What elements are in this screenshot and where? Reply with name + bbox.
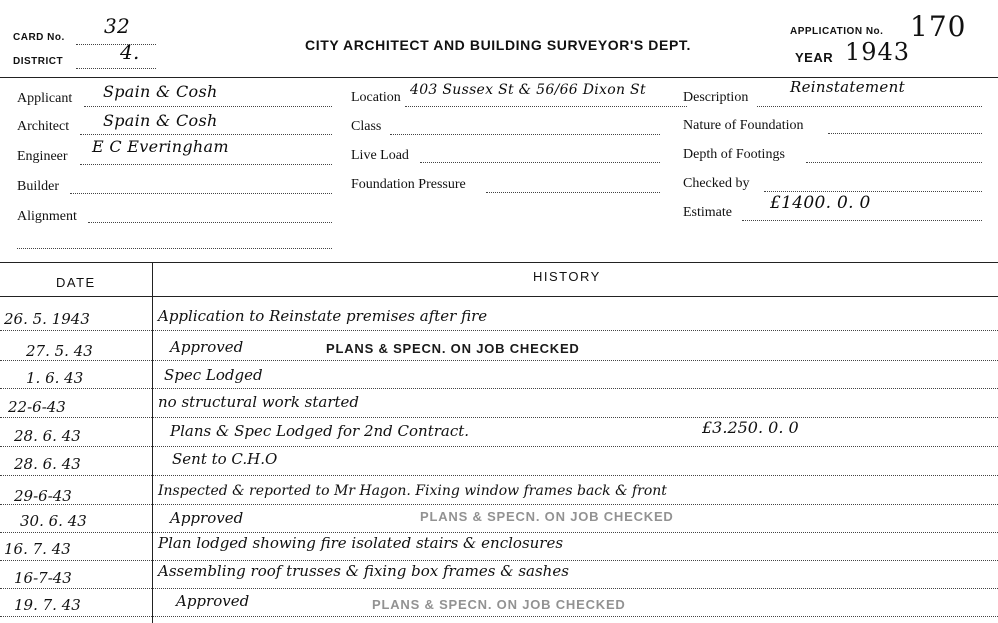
application-value: 170 <box>910 10 967 43</box>
history-row-date: 29-6-43 <box>14 487 72 505</box>
checked-by-line <box>764 191 982 192</box>
application-label: APPLICATION No. <box>790 26 884 37</box>
history-row-date: 22-6-43 <box>8 398 66 416</box>
foundation-pressure-label: Foundation Pressure <box>351 177 466 192</box>
history-row-entry: Approved <box>170 338 244 356</box>
history-row-entry: Sent to C.H.O <box>172 450 278 468</box>
history-row-entry: Plan lodged showing fire isolated stairs & enclosures <box>158 534 564 552</box>
history-column-header: HISTORY <box>533 269 601 284</box>
history-row-entry: Approved <box>170 509 244 527</box>
class-line <box>390 134 660 135</box>
location-line <box>405 106 687 107</box>
alignment-label: Alignment <box>17 209 77 224</box>
description-line <box>757 106 982 107</box>
builder-line <box>70 193 332 194</box>
history-row-date: 27. 5. 43 <box>26 342 93 360</box>
row-rule <box>0 532 998 533</box>
estimate-value: £1400. 0. 0 <box>770 193 871 213</box>
history-row-entry: Plans & Spec Lodged for 2nd Contract. <box>170 422 470 440</box>
architect-label: Architect <box>17 119 70 134</box>
plans-checked-stamp-faded: PLANS & SPECN. ON JOB CHECKED <box>420 509 674 524</box>
date-column-header: DATE <box>56 275 96 290</box>
row-rule <box>0 330 998 331</box>
history-header-divider <box>0 296 998 297</box>
description-value: Reinstatement <box>790 78 905 96</box>
plans-checked-stamp: PLANS & SPECN. ON JOB CHECKED <box>326 341 580 356</box>
history-row-entry: Inspected & reported to Mr Hagon. Fixing window frames back & front <box>158 483 667 499</box>
alignment-line <box>88 222 332 223</box>
estimate-label: Estimate <box>683 205 732 220</box>
depth-footings-label: Depth of Footings <box>683 147 785 162</box>
history-row-date: 19. 7. 43 <box>14 596 81 614</box>
nature-foundation-line <box>828 133 982 134</box>
row-rule <box>0 417 998 418</box>
card-number-label: CARD No. <box>13 32 65 43</box>
row-rule <box>0 588 998 589</box>
district-line <box>76 68 156 69</box>
history-row-date: 1. 6. 43 <box>26 369 84 387</box>
depth-footings-line <box>806 162 982 163</box>
applicant-label: Applicant <box>17 91 73 106</box>
description-label: Description <box>683 90 749 105</box>
history-row-date: 30. 6. 43 <box>20 512 87 530</box>
checked-by-label: Checked by <box>683 176 750 191</box>
history-row-entry: Approved <box>176 592 250 610</box>
history-row-date: 28. 6. 43 <box>14 427 81 445</box>
card-number-value: 32 <box>104 14 131 38</box>
row-rule <box>0 504 998 505</box>
foundation-pressure-line <box>486 192 660 193</box>
location-value: 403 Sussex St & 56/66 Dixon St <box>410 82 646 98</box>
live-load-line <box>420 162 660 163</box>
year-label: YEAR <box>795 50 834 65</box>
applicant-line <box>84 106 332 107</box>
row-rule <box>0 388 998 389</box>
history-row-date: 16-7-43 <box>14 569 72 587</box>
location-label: Location <box>351 90 401 105</box>
contract-amount: £3.250. 0. 0 <box>702 418 799 437</box>
district-label: DISTRICT <box>13 56 64 67</box>
nature-foundation-label: Nature of Foundation <box>683 118 804 133</box>
alignment-line-2 <box>17 248 332 249</box>
history-row-entry: no structural work started <box>158 393 360 411</box>
card-number-line <box>76 44 156 45</box>
engineer-value: E C Everingham <box>92 137 229 156</box>
history-row-date: 26. 5. 1943 <box>4 310 90 328</box>
district-value: 4. <box>120 40 140 64</box>
builder-label: Builder <box>17 179 59 194</box>
architect-value: Spain & Cosh <box>103 111 218 130</box>
row-rule <box>0 475 998 476</box>
engineer-label: Engineer <box>17 149 68 164</box>
row-rule <box>0 446 998 447</box>
history-row-date: 28. 6. 43 <box>14 455 81 473</box>
row-rule <box>0 616 998 617</box>
year-value: 1943 <box>845 38 911 66</box>
history-row-entry: Spec Lodged <box>164 366 263 384</box>
estimate-line <box>742 220 982 221</box>
history-row-entry: Assembling roof trusses & fixing box frames & sashes <box>158 562 569 580</box>
plans-checked-stamp-faded: PLANS & SPECN. ON JOB CHECKED <box>372 597 626 612</box>
live-load-label: Live Load <box>351 148 409 163</box>
row-rule <box>0 360 998 361</box>
engineer-line <box>80 164 332 165</box>
department-title: CITY ARCHITECT AND BUILDING SURVEYOR'S DEPT. <box>305 37 691 53</box>
applicant-value: Spain & Cosh <box>103 82 218 101</box>
class-label: Class <box>351 119 382 134</box>
architect-line <box>80 134 332 135</box>
history-row-entry: Application to Reinstate premises after fire <box>158 307 488 325</box>
history-top-border <box>0 262 998 263</box>
history-row-date: 16. 7. 43 <box>4 540 71 558</box>
row-rule <box>0 560 998 561</box>
